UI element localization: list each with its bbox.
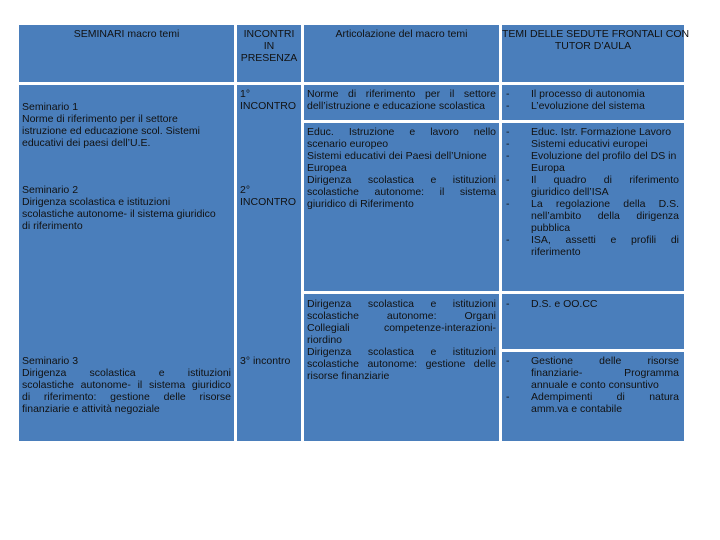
temi-2-item: nell’ambito della dirigenza	[531, 210, 679, 222]
header-seminari	[19, 28, 234, 40]
temi-3-bullets	[506, 298, 510, 310]
seminario-3-text: Dirigenza scolastica e istituzioni	[22, 367, 231, 379]
incontri-column-cell	[237, 85, 301, 441]
bullet-dash: -	[506, 138, 510, 150]
temi-4-item: finanziarie- Programma	[531, 367, 679, 379]
temi-4	[531, 355, 679, 415]
temi-2-item: giuridico dell’ISA	[531, 186, 609, 198]
articolazione-2-line: Dirigenza scolastica e istituzioni	[307, 174, 496, 186]
bullet-dash: -	[506, 174, 510, 186]
articolazione-3-line: scolastiche autonome: gestione delle	[307, 358, 496, 370]
temi-3	[531, 298, 679, 310]
temi-4-item: amm.va e contabile	[531, 403, 623, 415]
header-articolazione	[304, 28, 499, 40]
temi-2-item: Europa	[531, 162, 565, 174]
temi-2-item: Sistemi educativi europei	[531, 138, 648, 150]
temi-2-item: riferimento	[531, 246, 581, 258]
bullet-dash: -	[506, 126, 510, 138]
temi-1-item: Il processo di autonomia	[531, 88, 645, 100]
articolazione-1-line: Norme di riferimento per il settore	[307, 88, 496, 100]
seminario-1	[22, 101, 232, 149]
articolazione-3-line: Collegiali competenze-interazioni-	[307, 322, 496, 334]
header-seminari-label: SEMINARI macro temi	[73, 28, 180, 40]
incontro-1-number: 1°	[240, 88, 251, 100]
temi-1	[531, 88, 679, 112]
seminario-2-text: scolastiche autonome- il sistema giuridico	[22, 208, 216, 220]
articolazione-2-line: giuridico di Riferimento	[307, 198, 414, 210]
incontro-3-label: 3° incontro	[240, 355, 291, 367]
articolazione-2-line: scolastiche autonome: il sistema	[307, 186, 496, 198]
articolazione-2	[307, 126, 496, 210]
incontro-2-label: INCONTRO	[240, 196, 296, 208]
incontro-2-number: 2°	[240, 184, 251, 196]
header-temi	[502, 28, 690, 52]
bullet-dash: -	[506, 298, 510, 310]
temi-2-bullets	[506, 126, 510, 246]
articolazione-2-line: Sistemi educativi dei Paesi dell’Unione	[307, 150, 487, 162]
bullet-dash: -	[506, 391, 510, 403]
temi-2-item: pubblica	[531, 222, 571, 234]
temi-2-item: ISA, assetti e profili di	[531, 234, 679, 246]
incontro-1	[240, 88, 300, 112]
seminario-3-title: Seminario 3	[22, 355, 79, 367]
header-temi-line: TUTOR D’AULA	[554, 40, 632, 52]
bullet-dash: -	[506, 100, 510, 112]
seminario-1-title: Seminario 1	[22, 101, 79, 113]
articolazione-2-line: Europea	[307, 162, 347, 174]
incontro-1-label: INCONTRO	[240, 100, 296, 112]
temi-4-item: annuale e conto consuntivo	[531, 379, 659, 391]
bullet-dash: -	[506, 150, 510, 162]
temi-1-bullets	[506, 88, 510, 112]
bullet-dash: -	[506, 198, 510, 210]
articolazione-3-line: risorse finanziarie	[307, 370, 390, 382]
temi-2	[531, 126, 679, 258]
articolazione-2-line: Educ. Istruzione e lavoro nello	[307, 126, 496, 138]
articolazione-3-line: Dirigenza scolastica e istituzioni	[307, 346, 496, 358]
articolazione-1-line: dell’istruzione e educazione scolastica	[307, 100, 486, 112]
temi-2-item: Educ. Istr. Formazione Lavoro	[531, 126, 672, 138]
seminario-1-text: Norme di riferimento per il settore	[22, 113, 178, 125]
seminario-1-text: istruzione ed educazione scol. Sistemi	[22, 125, 201, 137]
header-incontri-line: PRESENZA	[240, 52, 298, 64]
temi-2-item: La regolazione della D.S.	[531, 198, 679, 210]
header-incontri-line: INCONTRI	[243, 28, 295, 40]
temi-3-item: D.S. e OO.CC	[531, 298, 598, 310]
articolazione-3-line: Dirigenza scolastica e istituzioni	[307, 298, 496, 310]
seminario-1-text: educativi dei paesi dell’U.E.	[22, 137, 151, 149]
bullet-dash: -	[506, 88, 510, 100]
incontro-3	[240, 355, 302, 367]
seminario-2-title: Seminario 2	[22, 184, 79, 196]
temi-4-item: Gestione delle risorse	[531, 355, 679, 367]
temi-4-item: Adempimenti di natura	[531, 391, 679, 403]
seminario-2-text: di riferimento	[22, 220, 83, 232]
articolazione-1	[307, 88, 496, 112]
header-incontri	[237, 28, 301, 64]
seminario-3-text: scolastiche autonome- il sistema giuridico	[22, 379, 231, 391]
incontro-2	[240, 184, 300, 208]
bullet-dash: -	[506, 234, 510, 246]
articolazione-3-line: riordino	[307, 334, 343, 346]
articolazione-2-line: scenario europeo	[307, 138, 389, 150]
header-temi-line: TEMI DELLE SEDUTE FRONTALI CON	[502, 28, 690, 40]
header-articolazione-label: Articolazione del macro temi	[335, 28, 468, 40]
temi-1-item: L’evoluzione del sistema	[531, 100, 645, 112]
header-incontri-line: IN	[263, 40, 275, 52]
temi-4-bullets	[506, 355, 510, 403]
bullet-dash: -	[506, 355, 510, 367]
articolazione-3	[307, 298, 496, 382]
articolazione-3-line: scolastiche autonome: Organi	[307, 310, 496, 322]
seminario-2-text: Dirigenza scolastica e istituzioni	[22, 196, 171, 208]
temi-2-item: Il quadro di riferimento	[531, 174, 679, 186]
seminario-2	[22, 184, 232, 232]
seminario-3-text: di riferimento: gestione delle risorse	[22, 391, 231, 403]
seminario-3	[22, 355, 231, 415]
seminario-3-text: finanziarie e attività negoziale	[22, 403, 160, 415]
temi-2-item: Evoluzione del profilo del DS in	[531, 150, 677, 162]
